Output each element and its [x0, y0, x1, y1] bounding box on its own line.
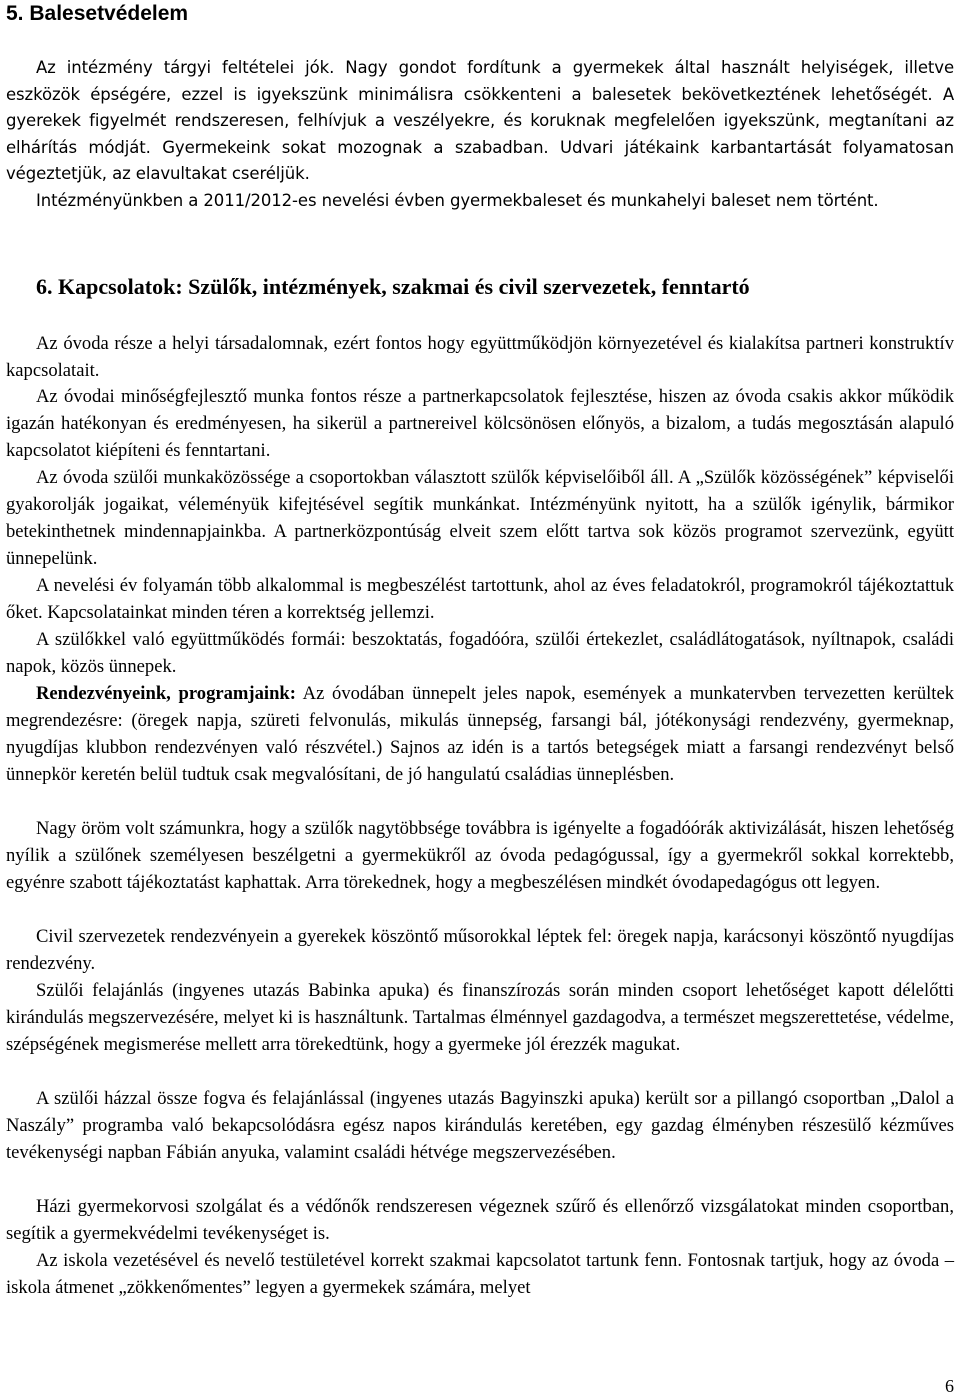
section-5-paragraph-2: Intézményünkben a 2011/2012-es nevelési évben gyermekbaleset és munkahelyi baleset nem történt. [36, 191, 879, 210]
section-6-paragraph-10: A szülői házzal össze fogva és felajánlással (ingyenes utazás Bagyinszki apuka) került sor a pillangó csoportban „Dalol a Naszály” programba való bekapcsolódásra egész napos kirándulás keretében, egy gazdag élményben részesülő kézműves tevékenységi napban Fábián anyuka, valamint családi hétvége megszervezésében. [6, 1088, 954, 1163]
section-6-paragraph-9: Szülői felajánlás (ingyenes utazás Babinka apuka) és finanszírozás során minden csoport lehetőséget kapott délelőtti kirándulás megszervezésére, melyet ki is használtunk. Tartalmas élménnyel gazdagodva, a természet megszerettetése, védelme, szépségének megismerése mellett arra törekedtünk, hogy a gyermeke jól érezzék magukat. [6, 980, 954, 1055]
page-number: 6 [945, 1376, 954, 1396]
section-6-paragraph-8: Civil szervezetek rendezvényein a gyerekek köszöntő műsorokkal léptek fel: öregek napja, karácsonyi köszöntő nyugdíjas rendezvény. [6, 926, 954, 974]
section-6-paragraph-4: A nevelési év folyamán több alkalommal is megbeszélést tartottunk, ahol az éves feladatokról, programokról tájékoztattuk őket. Kapcsolatainkat minden téren a korrektség jellemzi. [6, 575, 954, 623]
programs-text: Az óvodában ünnepelt jeles napok, események a munkatervben tervezetten kerültek megrendezésre: (öregek napja, szüreti felvonulás, mikulás ünnepség, farsangi bál, jótékonysági rendezvény, gyermeknap, nyugdíjas klubbon rendezvényen való részvétel.) Sajnos az idén is a tartós betegségek miatt a farsangi rendezvényt belső ünnepkör keretén belül tudtuk csak megvalósítani, de jó hangulatú családias ünneplésben. [6, 683, 954, 785]
section-6-paragraph-6 [6, 681, 954, 789]
section-6-paragraph-5: A szülőkkel való együttműködés formái: beszoktatás, fogadóóra, szülői értekezlet, családlátogatások, nyíltnapok, családi napok, közös ünnepek. [6, 629, 954, 677]
section-6-paragraph-11: Házi gyermekorvosi szolgálat és a védőnők rendszeresen végeznek szűrő és ellenőrző vizsgálatokat minden csoportban, segítik a gyermekvédelmi tevékenységet is. [6, 1196, 954, 1244]
section-6-title: 6. Kapcsolatok: Szülők, intézmények, szakmai és civil szervezetek, fenntartó [36, 274, 750, 299]
section-6-paragraph-3: Az óvoda szülői munkaközössége a csoportokban választott szülők képviselőiből áll. A „Szülők közösségének” képviselői gyakorolják jogaikat, véleményük kifejtésével segítik munkánkat. Intézményünk nyitott, ha a szülők igénylik, bármikor betekinthetnek mindennapjainkba. A partnerközpontúság elveit szem előtt tartva sok közös programot szervezünk, együtt ünnepelünk. [6, 467, 954, 569]
section-6-paragraph-12: Az iskola vezetésével és nevelő testületével korrekt szakmai kapcsolatot tartunk fenn. Fontosnak tartjuk, hogy az óvoda – iskola átmenet „zökkenőmentes” legyen a gyermekek számára, melyet [6, 1250, 954, 1298]
section-6-paragraph-1: Az óvoda része a helyi társadalomnak, ezért fontos hogy együttműködjön környezetével és kialakítsa partneri konstruktív kapcsolatait. [6, 333, 954, 381]
programs-heading: Rendezvényeink, programjaink: [36, 683, 296, 704]
section-6-paragraph-7: Nagy öröm volt számunkra, hogy a szülők nagytöbbsége továbbra is igényelte a fogadóórák aktivizálását, hiszen lehetőség nyílik a szülőnek személyesen beszélgetni a gyermekükről az óvoda pedagógussal, így a gyermekről sokkal korrektebb, egyénre szabott tájékoztatást kaphattak. Arra törekednek, hogy a megbeszélésen mindkét óvodapedagógus ott legyen. [6, 818, 954, 893]
section-5-title: 5. Balesetvédelem [6, 2, 189, 25]
section-5-paragraph-1: Az intézmény tárgyi feltételei jók. Nagy gondot fordítunk a gyermekek által használt helyiségek, illetve eszközök épségére, ezzel is igyekszünk minimálisra csökkenteni a balesetek bekövetkeztének lehetőségét. A gyerekek figyelmét rendszeresen, felhívjuk a veszélyekre, és koruknak megfelelően igyekszünk, megtanítani az elhárítás módját. Gyermekeink sokat mozognak a szabadban. Udvari játékaink karbantartását folyamatosan végeztetjük, az elavultakat cseréljük. [6, 58, 954, 184]
section-6-paragraph-2: Az óvodai minőségfejlesztő munka fontos része a partnerkapcsolatok fejlesztése, hiszen az óvoda csakis akkor működik igazán hatékonyan és eredményesen, ha sikerül a partnereivel kölcsönösen előnyös, a bizalom, a tudás megosztásán alapuló kapcsolatot kiépíteni és fenntartani. [6, 386, 954, 461]
